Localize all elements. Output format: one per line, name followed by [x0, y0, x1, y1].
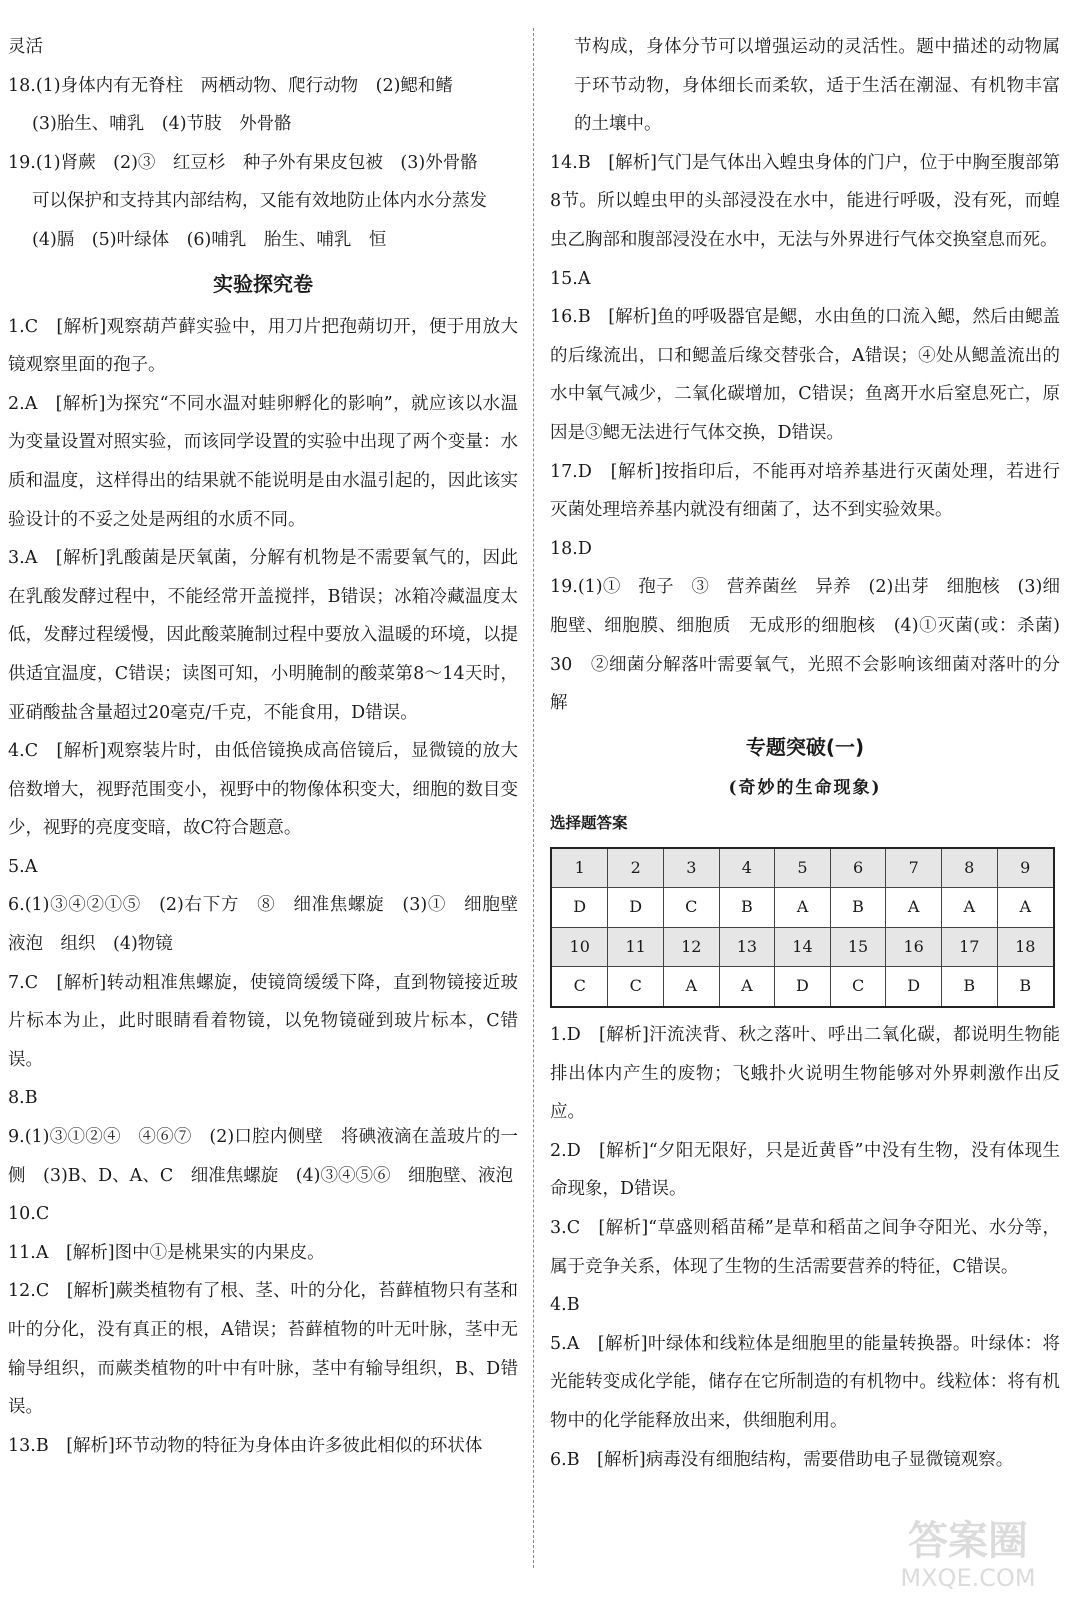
section-subtitle: (奇妙的生命现象) [728, 777, 882, 798]
question-number-cell: 15 [830, 927, 886, 967]
answer-cell: C [608, 967, 664, 1007]
answer-cell: D [886, 967, 942, 1007]
answer-table-number-row [551, 848, 1054, 888]
answer-item: 16.B [解析]鱼的呼吸器官是鳃，水由鱼的口流入鳃，然后由鳃盖的后缘流出，口和鳃盖后缘交替张合，A错误；④处从鳃盖流出的水中氧气减少，二氧化碳增加，C错误；鱼离开水后窒息死亡，原因是③鳃无法进行气体交换，D错误。 [550, 307, 1060, 443]
answer-item: 4.C [解析]观察装片时，由低倍镜换成高倍镜后，显微镜的放大倍数增大，视野范围变小，视野中的物像体积变大，细胞的数目变少，视野的亮度变暗，故C符合题意。 [8, 741, 518, 839]
answer-cell: B [830, 888, 886, 928]
answer-item: 3.C [解析]“草盛则稻苗稀”是草和稻苗之间争夺阳光、水分等，属于竞争关系，体现了生物的生活需要营养的特征，C错误。 [550, 1218, 1060, 1277]
line-left-top-2: (3)胎生、哺乳 (4)节肢 外骨骼 [32, 114, 292, 135]
question-number-cell: 1 [551, 848, 608, 888]
column-divider [533, 28, 534, 1568]
answer-cell: A [775, 888, 831, 928]
watermark-brand: 答案圈 [908, 1518, 1028, 1564]
answer-item: 15.A [550, 268, 591, 289]
question-number-cell: 2 [608, 848, 664, 888]
answer-cell: A [941, 888, 997, 928]
watermark-url: MXQE.COM [900, 1564, 1036, 1592]
answer-cell: A [886, 888, 942, 928]
section-title-topic: 专题突破(一) [745, 734, 865, 759]
answer-item: 10.C [8, 1204, 50, 1225]
answer-item: 5.A [解析]叶绿体和线粒体是细胞里的能量转换器。叶绿体：将光能转变成化学能，储存在它所制造的有机物中。线粒体：将有机物中的化学能释放出来，供细胞利用。 [550, 1333, 1060, 1431]
right-column [550, 28, 1078, 1479]
question-number-cell: 16 [886, 927, 942, 967]
line-left-top-3: 19.(1)肾蕨 (2)③ 红豆杉 种子外有果皮包被 (3)外骨骼 [8, 152, 478, 173]
line-left-top-4: 可以保护和支持其内部结构，又能有效地防止体内水分蒸发 [32, 191, 487, 212]
answer-item: 17.D [解析]按指印后，不能再对培养基进行灭菌处理，若进行灭菌处理培养基内就没有细菌了，达不到实验效果。 [550, 461, 1060, 521]
answer-item: 13.B [解析]环节动物的特征为身体由许多彼此相似的环状体 [8, 1435, 483, 1456]
answer-table [550, 847, 1055, 1008]
answer-item: 6.(1)③④②①⑤ (2)右下方 ⑧ 细准焦螺旋 (3)① 细胞壁 液泡 组织 (4)物镜 [8, 895, 536, 955]
answer-cell: C [830, 967, 886, 1007]
answer-table-number-row [551, 927, 1054, 967]
question-number-cell: 10 [551, 927, 608, 967]
answer-cell: C [663, 888, 719, 928]
question-number-cell: 8 [941, 848, 997, 888]
question-number-cell: 11 [608, 927, 664, 967]
answer-item: 14.B [解析]气门是气体出入蝗虫身体的门户，位于中胸至腹部第8节。所以蝗虫甲的头部浸没在水中，能进行呼吸，没有死，而蝗虫乙胸部和腹部浸没在水中，无法与外界进行气体交换窒息而死。 [550, 152, 1060, 250]
question-number-cell: 9 [997, 848, 1054, 888]
answer-table-label: 选择题答案 [550, 813, 628, 832]
answer-item: 5.A [8, 856, 38, 877]
question-number-cell: 5 [775, 848, 831, 888]
answer-item: 6.B [解析]病毒没有细胞结构，需要借助电子显微镜观察。 [550, 1449, 1014, 1470]
answer-item: 4.B [550, 1295, 580, 1316]
answer-cell: C [551, 967, 608, 1007]
answer-cell: B [997, 967, 1054, 1007]
question-number-cell: 14 [775, 927, 831, 967]
answer-item: 9.(1)③①②④ ④⑥⑦ (2)口腔内侧壁 将碘液滴在盖玻片的一侧 (3)B、D、A、C 细准焦螺旋 (4)③④⑤⑥ 细胞壁、液泡 [8, 1127, 518, 1186]
answer-cell: A [997, 888, 1054, 928]
answer-item: 8.B [8, 1088, 38, 1109]
line-right-top-0: 节构成，身体分节可以增强运动的灵活性。题中描述的动物属于环节动物，身体细长而柔软，适于生活在潮湿、有机物丰富的土壤中。 [574, 37, 1060, 135]
answer-table-answer-row [551, 888, 1054, 928]
answer-item: 2.A [解析]为探究“不同水温对蛙卵孵化的影响”，就应该以水温为变量设置对照实验，而该同学设置的实验中出现了两个变量：水质和温度，这样得出的结果就不能说明是由水温引起的，因此该实验设计的不妥之处是两组的水质不同。 [8, 393, 518, 530]
question-number-cell: 17 [941, 927, 997, 967]
answer-item: 11.A [解析]图中①是桃果实的内果皮。 [8, 1242, 325, 1263]
answer-cell: B [941, 967, 997, 1007]
answer-cell: A [719, 967, 775, 1007]
answer-cell: A [663, 967, 719, 1007]
answer-cell: D [775, 967, 831, 1007]
answer-cell: D [608, 888, 664, 928]
watermark-logo [868, 1510, 1068, 1592]
answer-item: 19.(1)① 孢子 ③ 营养菌丝 异养 (2)出芽 细胞核 (3)细胞壁、细胞膜、细胞质 无成形的细胞核 (4)①灭菌(或：杀菌) 30 ②细菌分解落叶需要氧气，光照不会影响该细菌对落叶的分解 [550, 577, 1078, 714]
section-title-experiment: 实验探究卷 [213, 271, 313, 296]
answer-item: 1.D [解析]汗流浃背、秋之落叶、呼出二氧化碳，都说明生物能排出体内产生的废物；飞蛾扑火说明生物能够对外界刺激作出反应。 [550, 1025, 1060, 1123]
question-number-cell: 6 [830, 848, 886, 888]
answer-item: 2.D [解析]“夕阳无限好，只是近黄昏”中没有生物，没有体现生命现象，D错误。 [550, 1140, 1060, 1200]
line-left-top-1: 18.(1)身体内有无脊柱 两栖动物、爬行动物 (2)鳃和鳍 [8, 75, 453, 96]
answer-item: 12.C [解析]蕨类植物有了根、茎、叶的分化，苔藓植物只有茎和叶的分化，没有真正的根，A错误；苔藓植物的叶无叶脉，茎中无输导组织，而蕨类植物的叶中有叶脉，茎中有输导组织，B、D错误。 [8, 1281, 518, 1418]
question-number-cell: 12 [663, 927, 719, 967]
answer-cell: D [551, 888, 608, 928]
line-left-top-5: (4)膈 (5)叶绿体 (6)哺乳 胎生、哺乳 恒 [32, 229, 387, 250]
question-number-cell: 18 [997, 927, 1054, 967]
answer-item: 18.D [550, 538, 592, 559]
answer-cell: B [719, 888, 775, 928]
question-number-cell: 7 [886, 848, 942, 888]
question-number-cell: 4 [719, 848, 775, 888]
answer-table-answer-row [551, 967, 1054, 1007]
answer-item: 3.A [解析]乳酸菌是厌氧菌，分解有机物是不需要氧气的，因此在乳酸发酵过程中，不能经常开盖搅拌，B错误；冰箱冷藏温度太低，发酵过程缓慢，因此酸菜腌制过程中要放入温暖的环境，以提供适宜温度，C错误；读图可知，小明腌制的酸菜第8～14天时，亚硝酸盐含量超过20毫克/千克，不能食用，D错误。 [8, 548, 518, 723]
answer-item: 1.C [解析]观察葫芦藓实验中，用刀片把孢蒴切开，便于用放大镜观察里面的孢子。 [8, 316, 518, 376]
left-column [8, 28, 536, 1465]
question-number-cell: 13 [719, 927, 775, 967]
line-left-top-0: 灵活 [8, 37, 43, 57]
question-number-cell: 3 [663, 848, 719, 888]
answer-item: 7.C [解析]转动粗准焦螺旋，使镜筒缓缓下降，直到物镜接近玻片标本为止，此时眼睛看着物镜，以免物镜碰到玻片标本，C错误。 [8, 972, 518, 1070]
